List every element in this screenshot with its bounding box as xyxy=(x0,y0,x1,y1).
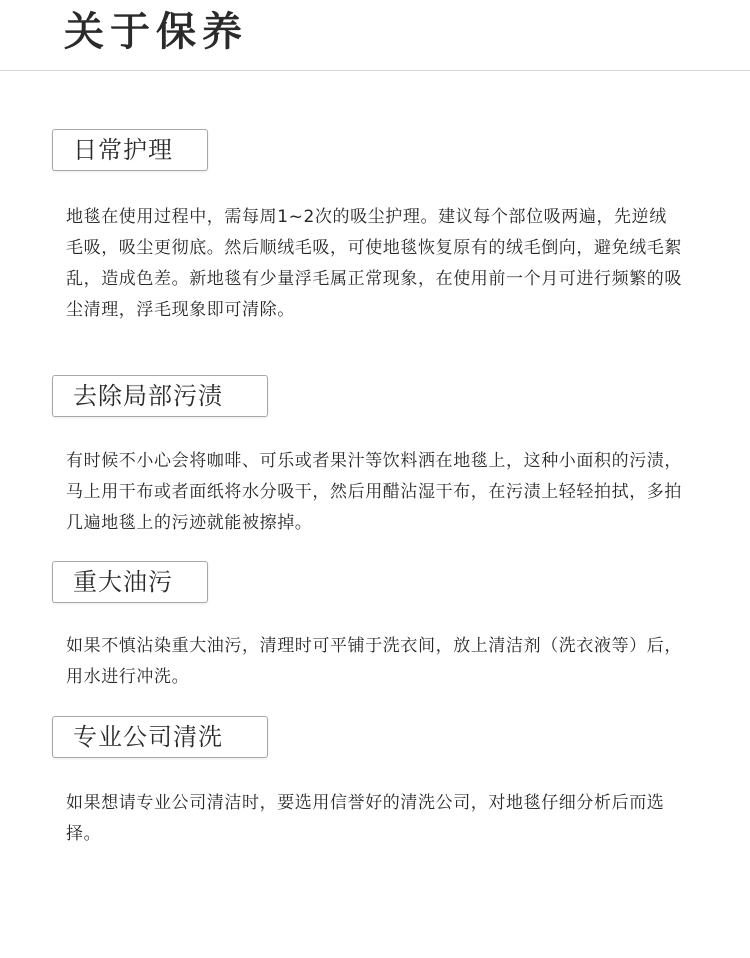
page-title: 关于保养 xyxy=(64,9,248,55)
section-body-daily-care: 地毯在使用过程中，需每周1~2次的吸尘护理。建议每个部位吸两遍，先逆绒毛吸，吸尘更彻底。然后顺绒毛吸，可使地毯恢复原有的绒毛倒向，避免绒毛絮乱，造成色差。新地毯有少量浮毛属正常现象，在使用前一个月可进行频繁的吸尘清理，浮毛现象即可清除。 xyxy=(66,207,682,320)
title-divider xyxy=(0,70,750,71)
section-body-heavy-oil: 如果不慎沾染重大油污，清理时可平铺于洗衣间，放上清洁剂（洗衣液等）后，用水进行冲洗。 xyxy=(66,636,682,687)
section-professional-cleaning xyxy=(52,716,692,850)
section-daily-care xyxy=(52,129,692,326)
section-body-stain-removal: 有时候不小心会将咖啡、可乐或者果汁等饮料洒在地毯上，这种小面积的污渍，马上用干布或者面纸将水分吸干，然后用醋沾湿干布，在污渍上轻轻拍拭，多拍几遍地毯上的污迹就能被擦掉。 xyxy=(66,451,682,533)
section-heading-daily-care: 日常护理 xyxy=(52,129,208,171)
section-heading-heavy-oil: 重大油污 xyxy=(52,561,208,603)
section-stain-removal xyxy=(52,375,692,539)
section-heavy-oil xyxy=(52,561,692,693)
section-body-professional-cleaning: 如果想请专业公司清洁时，要选用信誉好的清洗公司，对地毯仔细分析后而选择。 xyxy=(66,793,665,844)
section-heading-stain-removal: 去除局部污渍 xyxy=(52,375,268,417)
section-heading-professional-cleaning: 专业公司清洗 xyxy=(52,716,268,758)
